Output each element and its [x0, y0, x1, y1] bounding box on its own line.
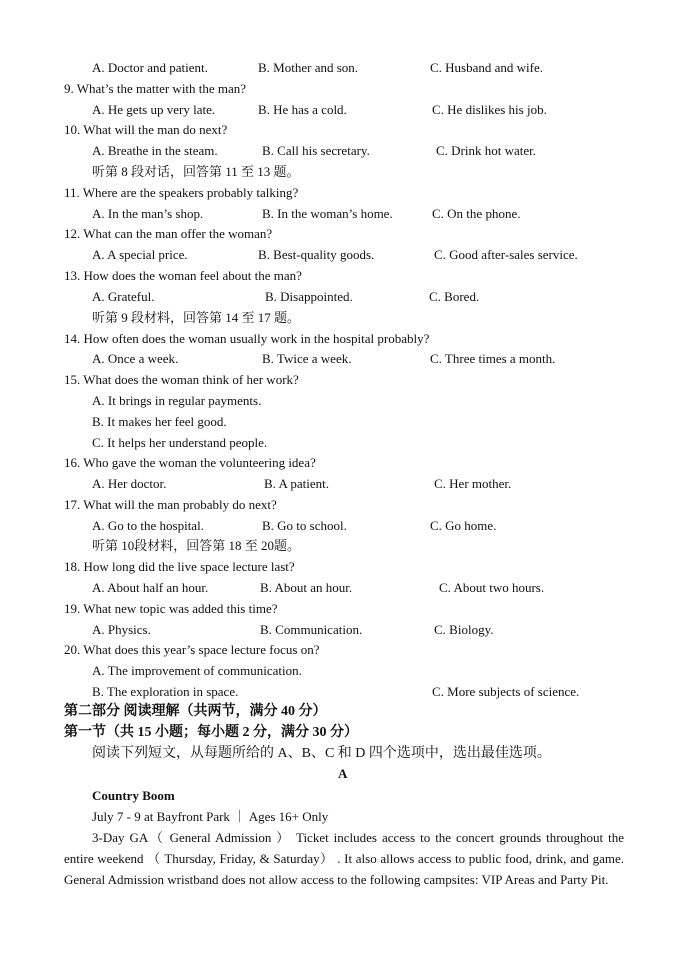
- q12-question: 12. What can the man offer the woman?: [64, 226, 273, 241]
- q15-option-b: B. It makes her feel good.: [92, 414, 227, 429]
- q14-option-b: B. Twice a week.: [262, 351, 352, 366]
- q18-option-a: A. About half an hour.: [92, 580, 209, 595]
- q11-option-c: C. On the phone.: [432, 206, 521, 221]
- q13-option-b: B. Disappointed.: [265, 289, 353, 304]
- q19-option-b: B. Communication.: [260, 622, 363, 637]
- q16-option-c: C. Her mother.: [434, 476, 512, 491]
- q15-option-a: A. It brings in regular payments.: [92, 393, 262, 408]
- q20-option-c: C. More subjects of science.: [432, 684, 580, 699]
- q18-option-b: B. About an hour.: [260, 580, 353, 595]
- q9-option-c: C. He dislikes his job.: [432, 102, 547, 117]
- passage-text: 3-Day GA（ General Admission ） Ticket includes access to the concert grounds throughout the entire weekend （ Thursday, Friday, & Saturday） . It also allows access to public food, drink, and game. General Admission wristband does not allow access to the following campsites: VIP Areas and Party Pit.: [64, 830, 624, 887]
- q14-option-c: C. Three times a month.: [430, 351, 556, 366]
- q12-option-c: C. Good after-sales service.: [434, 247, 578, 262]
- q17-question: 17. What will the man probably do next?: [64, 497, 277, 512]
- q14-option-a: A. Once a week.: [92, 351, 179, 366]
- q9-question: 9. What’s the matter with the man?: [64, 81, 247, 96]
- q17-option-c: C. Go home.: [430, 518, 497, 533]
- section-instruction-8: 听第 8 段对话，回答第 11 至 13 题。: [92, 164, 300, 179]
- reading-instruction: 阅读下列短文，从每题所给的 A、B、C 和 D 四个选项中，选出最佳选项。: [92, 746, 551, 761]
- q19-question: 19. What new topic was added this time?: [64, 601, 278, 616]
- q8-option-a: A. Doctor and patient.: [92, 60, 208, 75]
- q13-question: 13. How does the woman feel about the man?: [64, 268, 302, 283]
- q20-option-a: A. The improvement of communication.: [92, 663, 302, 678]
- q16-option-a: A. Her doctor.: [92, 476, 167, 491]
- q18-question: 18. How long did the live space lecture last?: [64, 559, 295, 574]
- q13-option-a: A. Grateful.: [92, 289, 155, 304]
- q19-option-a: A. Physics.: [92, 622, 151, 637]
- q10-option-a: A. Breathe in the steam.: [92, 143, 218, 158]
- q12-option-b: B. Best-quality goods.: [258, 247, 375, 262]
- q20-question: 20. What does this year’s space lecture focus on?: [64, 642, 320, 657]
- q8-option-c: C. Husband and wife.: [430, 60, 544, 75]
- q16-question: 16. Who gave the woman the volunteering idea?: [64, 455, 316, 470]
- q19-option-c: C. Biology.: [434, 622, 494, 637]
- section-instruction-10: 听第 10段材料，回答第 18 至 20题。: [92, 538, 301, 553]
- q15-option-c: C. It helps her understand people.: [92, 435, 268, 450]
- q11-question: 11. Where are the speakers probably talking?: [64, 185, 299, 200]
- passage-letter: A: [338, 766, 348, 781]
- section-one-heading: 第一节（共 15 小题；每小题 2 分，满分 30 分）: [64, 725, 358, 740]
- q10-option-b: B. Call his secretary.: [262, 143, 370, 158]
- q16-option-b: B. A patient.: [264, 476, 329, 491]
- q13-option-c: C. Bored.: [429, 289, 480, 304]
- q20-option-b: B. The exploration in space.: [92, 684, 239, 699]
- q15-question: 15. What does the woman think of her work?: [64, 372, 299, 387]
- q10-question: 10. What will the man do next?: [64, 122, 228, 137]
- q12-option-a: A. A special price.: [92, 247, 188, 262]
- section-instruction-9: 听第 9 段材料，回答第 14 至 17 题。: [92, 310, 301, 325]
- q11-option-a: A. In the man’s shop.: [92, 206, 204, 221]
- q8-option-b: B. Mother and son.: [258, 60, 359, 75]
- q18-option-c: C. About two hours.: [439, 580, 545, 595]
- passage-paragraph: [64, 828, 624, 890]
- q11-option-b: B. In the woman’s home.: [262, 206, 393, 221]
- q9-option-a: A. He gets up very late.: [92, 102, 216, 117]
- q14-question: 14. How often does the woman usually work in the hospital probably?: [64, 331, 430, 346]
- q10-option-c: C. Drink hot water.: [436, 143, 537, 158]
- q17-option-b: B. Go to school.: [262, 518, 347, 533]
- q17-option-a: A. Go to the hospital.: [92, 518, 204, 533]
- event-info: July 7 - 9 at Bayfront Park ｜ Ages 16+ Only: [92, 809, 329, 824]
- part-two-heading: 第二部分 阅读理解（共两节，满分 40 分）: [64, 704, 327, 719]
- passage-title: Country Boom: [92, 788, 175, 803]
- q9-option-b: B. He has a cold.: [258, 102, 347, 117]
